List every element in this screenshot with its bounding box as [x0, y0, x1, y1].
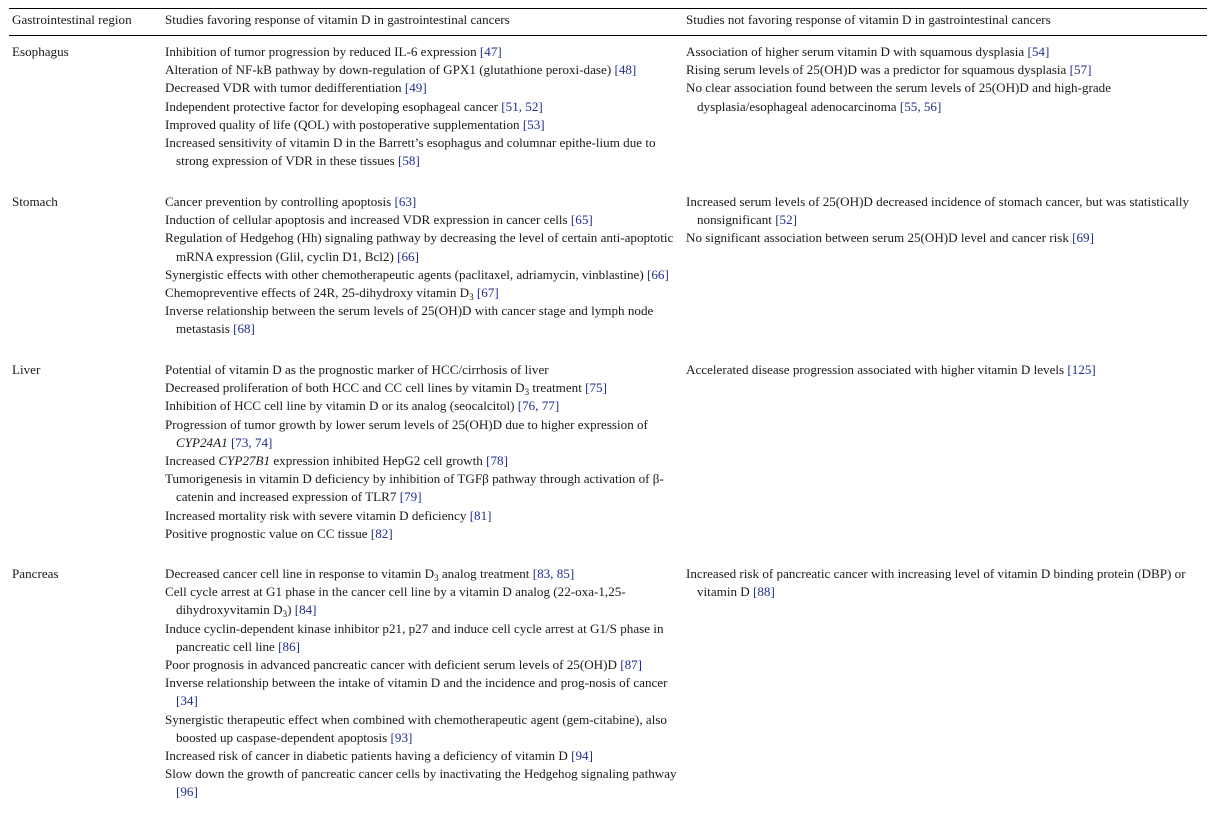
study-text: Poor prognosis in advanced pancreatic cancer with deficient serum levels of 25(OH)D [165, 657, 621, 673]
study-text: Decreased VDR with tumor dedifferentiation [165, 80, 405, 96]
citation-link[interactable]: [69] [1072, 230, 1094, 246]
study-entry [686, 229, 1207, 247]
study-text: Alteration of NF-kB pathway by down-regulation of GPX1 (glutathione peroxi-dase) [165, 62, 615, 78]
citation-link[interactable]: [49] [404, 80, 427, 96]
row-region-label: Liver [12, 362, 41, 377]
favoring-cell [165, 361, 681, 543]
study-entry [165, 379, 681, 397]
study-entry [165, 452, 681, 470]
citation-link[interactable]: [73, 74] [230, 434, 273, 450]
subscript: 3 [469, 292, 474, 303]
study-entry [165, 470, 681, 506]
study-text: Increased mortality risk with severe vitamin D deficiency [165, 507, 470, 523]
study-entry [686, 193, 1207, 229]
citation-link[interactable]: [125] [1067, 362, 1096, 377]
study-text: Positive prognostic value on CC tissue [165, 525, 371, 541]
subscript: 3 [434, 573, 439, 583]
study-entry [686, 565, 1207, 601]
study-text: Synergistic effects with other chemotherapeutic agents (paclitaxel, adriamycin, vinblastine) [165, 266, 648, 282]
study-text: Improved quality of life (QOL) with postoperative supplementation [165, 116, 523, 132]
study-text: Progression of tumor growth by lower serum levels of 25(OH)D due to higher expression of [165, 416, 648, 432]
table-top-rule [9, 8, 1207, 9]
study-text: Association of higher serum vitamin D with squamous dysplasia [686, 44, 1028, 59]
study-text: Synergistic therapeutic effect when combined with chemotherapeutic agent (gem-citabine), also boosted up caspase-dependent apoptosis [165, 711, 667, 745]
study-entry [165, 674, 681, 710]
citation-link[interactable]: [57] [1069, 62, 1092, 78]
citation-link[interactable]: [51, 52] [501, 98, 543, 114]
subscript: 3 [524, 387, 530, 398]
citation-link[interactable]: [48] [614, 62, 637, 78]
study-text: Potential of vitamin D as the prognostic marker of HCC/cirrhosis of liver [165, 362, 549, 377]
study-text: Induction of cellular apoptosis and increased VDR expression in cancer cells [165, 212, 571, 228]
row-region-label: Pancreas [12, 566, 59, 581]
study-entry [165, 284, 681, 302]
citation-link[interactable]: [34] [176, 693, 198, 709]
study-entry [165, 397, 681, 415]
study-entry [165, 583, 681, 619]
header-bottom-rule [9, 35, 1207, 36]
citation-link[interactable]: [84] [294, 602, 317, 618]
study-entry [165, 266, 681, 284]
study-text: Inhibition of tumor progression by reduced IL-6 expression [165, 44, 480, 59]
citation-link[interactable]: [53] [522, 116, 545, 132]
citation-link[interactable]: [78] [486, 453, 508, 469]
favoring-cell [165, 43, 681, 170]
study-text: Decreased cancer cell line in response to vitamin D [165, 566, 435, 581]
citation-link[interactable]: [96] [176, 784, 198, 800]
study-text: No significant association between serum 25(OH)D level and cancer risk [686, 230, 1073, 246]
subscript: 3 [282, 609, 288, 620]
study-text: Regulation of Hedgehog (Hh) signaling pathway by decreasing the level of certain anti-apoptotic mRNA expression (Glil, cyclin D1, Bcl2) [165, 230, 674, 264]
study-entry [165, 565, 681, 583]
study-entry [165, 79, 681, 97]
study-text: Accelerated disease progression associated with higher vitamin D levels [686, 362, 1068, 377]
study-text: Tumorigenesis in vitamin D deficiency by inhibition of TGFβ pathway through activation of β-catenin and increased expression of TLR7 [165, 471, 664, 505]
gene-name: CYP27B1 [218, 453, 271, 469]
study-entry [165, 43, 681, 61]
study-entry [165, 211, 681, 229]
header-favoring: Studies favoring response of vitamin D in gastrointestinal cancers [165, 12, 510, 27]
study-text: Inverse relationship between the intake of vitamin D and the incidence and prog-nosis of cancer [165, 675, 668, 691]
favoring-cell [165, 565, 681, 802]
study-text: Increased risk of cancer in diabetic patients having a deficiency of vitamin D [165, 748, 572, 764]
study-entry [165, 507, 681, 525]
not-favoring-cell [686, 565, 1207, 601]
row-region-label: Esophagus [12, 44, 69, 59]
citation-link[interactable]: [66] [397, 248, 419, 264]
study-entry [165, 361, 681, 379]
citation-link[interactable]: [87] [620, 657, 643, 673]
citation-link[interactable]: [83, 85] [532, 566, 575, 581]
study-text: Cancer prevention by controlling apoptosis [165, 194, 395, 209]
study-text: Decreased proliferation of both HCC and CC cell lines by vitamin D [165, 380, 525, 396]
citation-link[interactable]: [63] [394, 194, 417, 209]
citation-link[interactable]: [88] [753, 584, 775, 600]
citation-link[interactable]: [47] [479, 44, 502, 59]
study-text: Inhibition of HCC cell line by vitamin D or its analog (seocalcitol) [165, 398, 518, 414]
study-entry [686, 61, 1207, 79]
study-entry [165, 134, 681, 170]
study-entry [165, 193, 681, 211]
study-entry [165, 525, 681, 543]
citation-link[interactable]: [68] [233, 321, 255, 337]
header-region: Gastrointestinal region [12, 12, 132, 27]
study-text-tail: ) [287, 602, 295, 618]
citation-link[interactable]: [76, 77] [517, 398, 560, 414]
citation-link[interactable]: [67] [476, 285, 499, 301]
citation-link[interactable]: [58] [397, 153, 420, 169]
study-text: Increased [165, 453, 219, 469]
study-text: Increased sensitivity of vitamin D in the Barrett’s esophagus and columnar epithe-lium due to strong expression of VDR in these tissues [165, 135, 656, 169]
study-text: Inverse relationship between the serum levels of 25(OH)D with cancer stage and lymph node metastasis [165, 303, 654, 337]
favoring-cell [165, 193, 681, 339]
study-entry [686, 361, 1207, 379]
citation-link[interactable]: [86] [278, 638, 300, 654]
study-text-tail: expression inhibited HepG2 cell growth [270, 453, 487, 469]
study-entry [686, 43, 1207, 61]
citation-link[interactable]: [93] [390, 729, 413, 745]
not-favoring-cell [686, 43, 1207, 116]
citation-link[interactable]: [66] [647, 266, 669, 282]
study-text: Increased serum levels of 25(OH)D decreased incidence of stomach cancer, but was statistically nonsignificant [686, 194, 1190, 228]
header-not-favoring: Studies not favoring response of vitamin D in gastrointestinal cancers [686, 12, 1051, 27]
study-text: Rising serum levels of 25(OH)D was a predictor for squamous dysplasia [686, 62, 1070, 78]
study-entry [165, 747, 681, 765]
study-entry [165, 61, 681, 79]
not-favoring-cell [686, 361, 1207, 379]
study-text-tail: analog treatment [438, 566, 533, 581]
study-text: No clear association found between the serum levels of 25(OH)D and high-grade dysplasia/esophageal adenocarcinoma [686, 80, 1112, 114]
study-text: Slow down the growth of pancreatic cancer cells by inactivating the Hedgehog signaling pathway [165, 766, 677, 782]
study-text-tail: treatment [529, 380, 586, 396]
study-text: Cell cycle arrest at G1 phase in the cancer cell line by a vitamin D analog (22-oxa-1,25-dihydroxyvitamin D [165, 584, 626, 618]
citation-link[interactable]: [52] [775, 212, 798, 228]
citation-link[interactable]: [82] [370, 525, 393, 541]
study-text: Independent protective factor for developing esophageal cancer [165, 98, 502, 114]
gene-name: CYP24A1 [176, 434, 228, 450]
row-region-label: Stomach [12, 194, 58, 209]
citation-link[interactable]: [55, 56] [899, 98, 942, 114]
citation-link[interactable]: [54] [1027, 44, 1050, 59]
study-entry [165, 229, 681, 265]
citation-link[interactable]: [65] [570, 212, 593, 228]
study-entry [165, 416, 681, 452]
study-entry [165, 711, 681, 747]
study-entry [165, 620, 681, 656]
study-entry [165, 656, 681, 674]
study-text: Chemopreventive effects of 24R, 25-dihydroxy vitamin D [165, 285, 470, 301]
citation-link[interactable]: [79] [399, 489, 422, 505]
study-entry [686, 79, 1207, 115]
study-entry [165, 302, 681, 338]
study-text: Increased risk of pancreatic cancer with increasing level of vitamin D binding protein (DBP) or vitamin D [686, 566, 1186, 600]
not-favoring-cell [686, 193, 1207, 248]
study-text: Induce cyclin-dependent kinase inhibitor p21, p27 and induce cell cycle arrest at G1/S phase in pancreatic cell line [165, 620, 664, 654]
citation-link[interactable]: [94] [571, 748, 593, 764]
citation-link[interactable]: [75] [585, 380, 607, 396]
study-entry [165, 98, 681, 116]
citation-link[interactable]: [81] [469, 507, 492, 523]
study-entry [165, 765, 681, 801]
study-entry [165, 116, 681, 134]
